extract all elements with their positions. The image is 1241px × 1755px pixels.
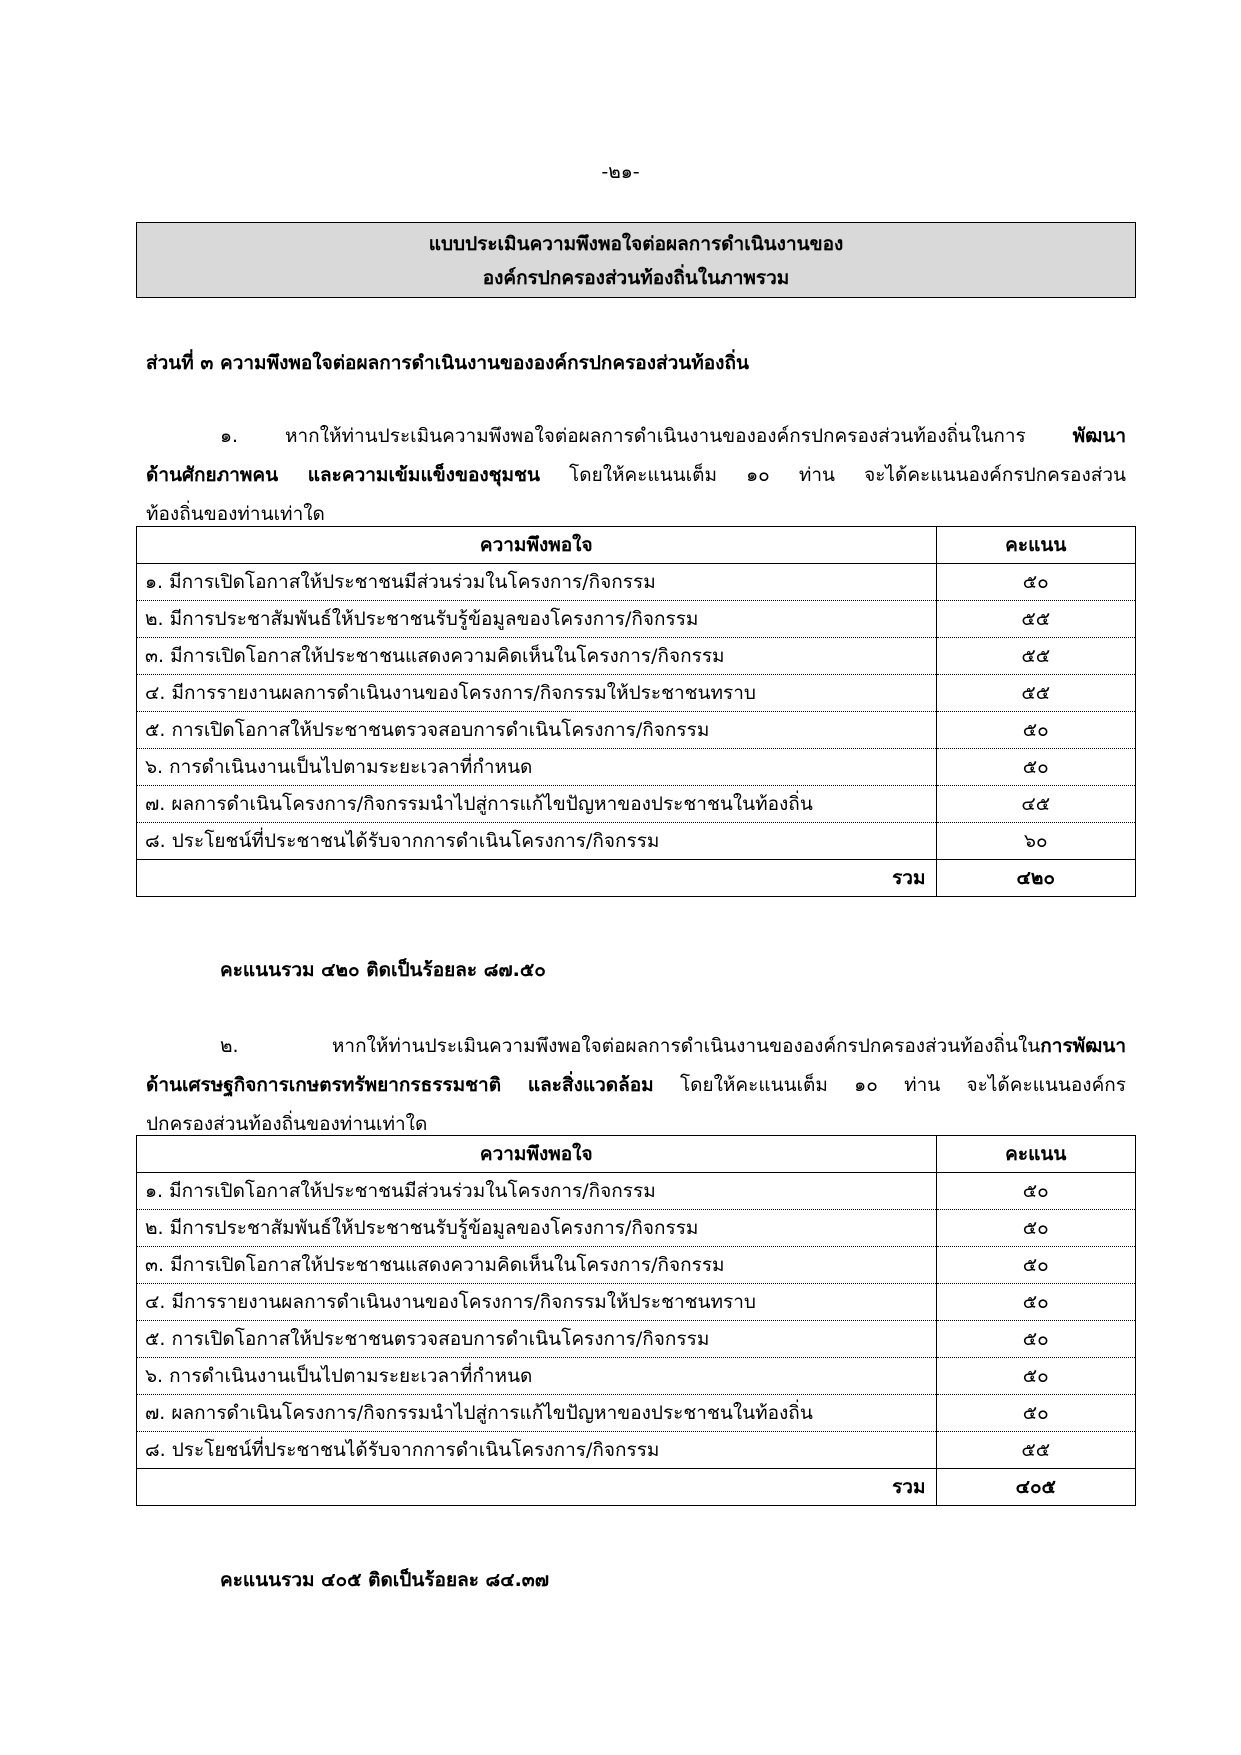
table-row [137, 638, 1136, 675]
table-row [137, 786, 1136, 823]
row-item: ๒. มีการประชาสัมพันธ์ให้ประชาชนรับรู้ข้อมูลของโครงการ/กิจกรรม [137, 601, 937, 638]
summary-1: คะแนนรวม ๔๒๐ ติดเป็นร้อยละ ๘๗.๕๐ [220, 959, 546, 981]
question-1-line2 [146, 456, 1126, 495]
header-satisfaction: ความพึงพอใจ [137, 1136, 937, 1173]
row-score: ๕๐ [936, 1321, 1136, 1358]
row-item: ๑. มีการเปิดโอกาสให้ประชาชนมีส่วนร่วมในโครงการ/กิจกรรม [137, 1173, 937, 1210]
form-title-line1: แบบประเมินความพึงพอใจต่อผลการดำเนินงานของ [428, 233, 844, 255]
question-2-line3: ปกครองส่วนท้องถิ่นของท่านเท่าใด [146, 1113, 428, 1135]
header-score: คะแนน [936, 527, 1136, 564]
row-score: ๕๕ [936, 675, 1136, 712]
row-item: ๘. ประโยชน์ที่ประชาชนได้รับจากการดำเนินโครงการ/กิจกรรม [137, 1432, 937, 1469]
total-score: ๔๒๐ [936, 860, 1136, 897]
question-1 [146, 417, 1126, 534]
row-score: ๕๐ [936, 564, 1136, 601]
question-2-bold-topic: การพัฒนา [1040, 1035, 1126, 1057]
header-score: คะแนน [936, 1136, 1136, 1173]
table-row [137, 823, 1136, 860]
row-score: ๕๕ [936, 601, 1136, 638]
table-header-row [137, 1136, 1136, 1173]
question-1-text-cont: โดยให้คะแนนเต็ม ๑๐ ท่าน จะได้คะแนนองค์กรปกครองส่วน [539, 464, 1126, 486]
table-row [137, 1247, 1136, 1284]
row-score: ๕๐ [936, 1247, 1136, 1284]
row-score: ๕๕ [936, 638, 1136, 675]
form-title-line2: องค์กรปกครองส่วนท้องถิ่นในภาพรวม [482, 267, 790, 289]
row-item: ๖. การดำเนินงานเป็นไปตามระยะเวลาที่กำหนด [137, 1358, 937, 1395]
question-2 [146, 1027, 1126, 1144]
row-item: ๓. มีการเปิดโอกาสให้ประชาชนแสดงความคิดเห็นในโครงการ/กิจกรรม [137, 1247, 937, 1284]
table-row [137, 1173, 1136, 1210]
table-row [137, 1321, 1136, 1358]
row-score: ๖๐ [936, 823, 1136, 860]
row-score: ๕๐ [936, 1210, 1136, 1247]
satisfaction-table-2 [136, 1135, 1136, 1506]
row-score: ๕๐ [936, 1395, 1136, 1432]
summary-2: คะแนนรวม ๔๐๕ ติดเป็นร้อยละ ๘๔.๓๗ [220, 1569, 550, 1591]
table-row [137, 601, 1136, 638]
row-score: ๕๕ [936, 1432, 1136, 1469]
section-heading: ส่วนที่ ๓ ความพึงพอใจต่อผลการดำเนินงานขององค์กรปกครองส่วนท้องถิ่น [146, 352, 749, 374]
row-score: ๕๐ [936, 712, 1136, 749]
row-item: ๕. การเปิดโอกาสให้ประชาชนตรวจสอบการดำเนินโครงการ/กิจกรรม [137, 712, 937, 749]
table-row [137, 1432, 1136, 1469]
table-total-row [137, 1469, 1136, 1506]
total-label: รวม [137, 1469, 937, 1506]
table-row [137, 675, 1136, 712]
table-row [137, 1210, 1136, 1247]
question-2-text: ๒. หากให้ท่านประเมินความพึงพอใจต่อผลการดำเนินงานขององค์กรปกครองส่วนท้องถิ่นใน [220, 1035, 1041, 1057]
table-total-row [137, 860, 1136, 897]
total-label: รวม [137, 860, 937, 897]
question-1-line1 [146, 417, 1126, 456]
table-row [137, 564, 1136, 601]
total-score: ๔๐๕ [936, 1469, 1136, 1506]
row-item: ๖. การดำเนินงานเป็นไปตามระยะเวลาที่กำหนด [137, 749, 937, 786]
question-1-text: ๑. หากให้ท่านประเมินความพึงพอใจต่อผลการดำเนินงานขององค์กรปกครองส่วนท้องถิ่นในการ [220, 425, 1073, 447]
row-item: ๘. ประโยชน์ที่ประชาชนได้รับจากการดำเนินโครงการ/กิจกรรม [137, 823, 937, 860]
question-2-bold-topic-cont: ด้านเศรษฐกิจการเกษตรทรัพยากรธรรมชาติ และสิ่งแวดล้อม [146, 1074, 654, 1096]
row-item: ๔. มีการรายงานผลการดำเนินงานของโครงการ/กิจกรรมให้ประชาชนทราบ [137, 675, 937, 712]
question-1-line3: ท้องถิ่นของท่านเท่าใด [146, 503, 325, 525]
page-number: -๒๑- [601, 161, 640, 183]
question-2-line1 [146, 1027, 1126, 1066]
table-row [137, 1284, 1136, 1321]
table-row [137, 1395, 1136, 1432]
question-2-line2 [146, 1066, 1126, 1105]
row-score: ๕๐ [936, 1358, 1136, 1395]
table-row [137, 712, 1136, 749]
row-score: ๕๐ [936, 749, 1136, 786]
row-score: ๕๐ [936, 1173, 1136, 1210]
row-item: ๗. ผลการดำเนินโครงการ/กิจกรรมนำไปสู่การแก้ไขปัญหาของประชาชนในท้องถิ่น [137, 786, 937, 823]
question-1-bold-topic-cont: ด้านศักยภาพคน และความเข้มแข็งของชุมชน [146, 464, 540, 486]
row-score: ๕๐ [936, 1284, 1136, 1321]
question-2-text-cont: โดยให้คะแนนเต็ม ๑๐ ท่าน จะได้คะแนนองค์กร [653, 1074, 1126, 1096]
form-title-box [136, 222, 1136, 298]
row-item: ๕. การเปิดโอกาสให้ประชาชนตรวจสอบการดำเนินโครงการ/กิจกรรม [137, 1321, 937, 1358]
satisfaction-table-1 [136, 526, 1136, 897]
table-row [137, 1358, 1136, 1395]
row-item: ๑. มีการเปิดโอกาสให้ประชาชนมีส่วนร่วมในโครงการ/กิจกรรม [137, 564, 937, 601]
header-satisfaction: ความพึงพอใจ [137, 527, 937, 564]
table-row [137, 749, 1136, 786]
row-item: ๒. มีการประชาสัมพันธ์ให้ประชาชนรับรู้ข้อมูลของโครงการ/กิจกรรม [137, 1210, 937, 1247]
row-item: ๗. ผลการดำเนินโครงการ/กิจกรรมนำไปสู่การแก้ไขปัญหาของประชาชนในท้องถิ่น [137, 1395, 937, 1432]
question-1-bold-topic: พัฒนา [1072, 425, 1126, 447]
row-score: ๔๕ [936, 786, 1136, 823]
table-header-row [137, 527, 1136, 564]
row-item: ๓. มีการเปิดโอกาสให้ประชาชนแสดงความคิดเห็นในโครงการ/กิจกรรม [137, 638, 937, 675]
row-item: ๔. มีการรายงานผลการดำเนินงานของโครงการ/กิจกรรมให้ประชาชนทราบ [137, 1284, 937, 1321]
